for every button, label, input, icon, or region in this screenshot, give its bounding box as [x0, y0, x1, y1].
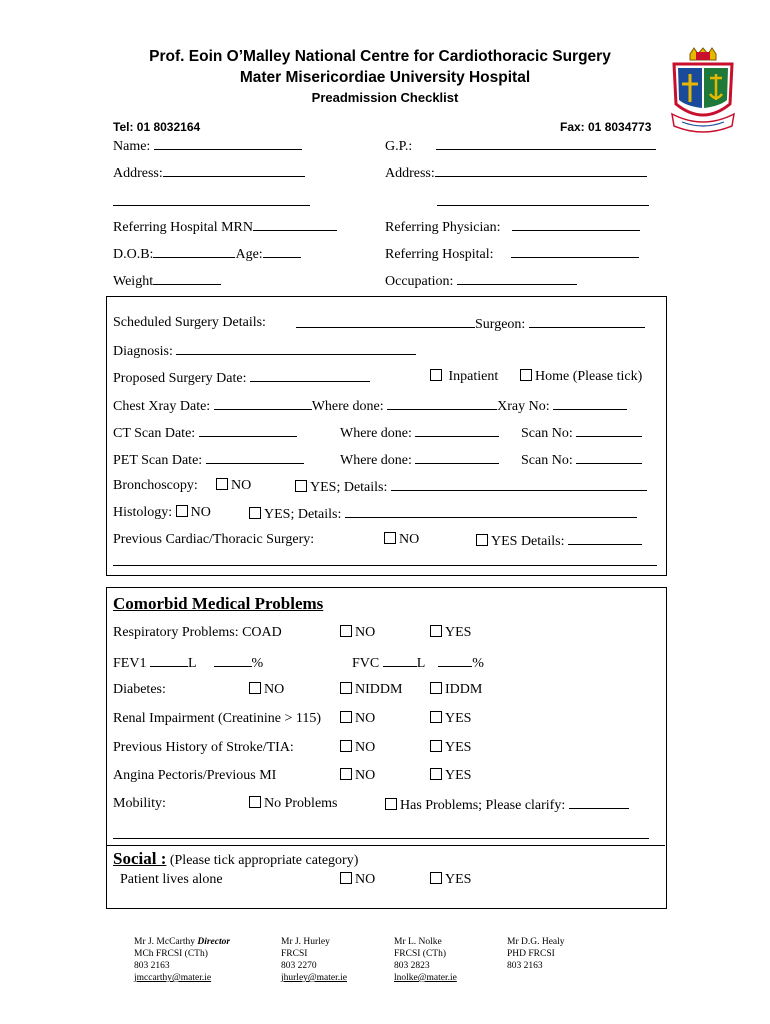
comorbid-heading: Comorbid Medical Problems [113, 594, 324, 613]
has-problems-field[interactable]: Has Problems; Please clarify: [385, 796, 629, 814]
lives-alone-no-checkbox[interactable]: NO [340, 872, 375, 888]
angina-label: Angina Pectoris/Previous MI [113, 768, 277, 783]
referring-mrn-field[interactable]: Referring Hospital MRN [113, 218, 337, 236]
niddm-checkbox[interactable]: NIDDM [340, 682, 402, 698]
prev-surgery-label: Previous Cardiac/Thoracic Surgery: [113, 532, 315, 547]
footer-healy: Mr D.G. Healy PHD FRCSI 803 2163 [507, 937, 565, 971]
dob-field[interactable]: D.O.B: Age: [113, 245, 301, 263]
scheduled-surgery-field[interactable]: Surgeon: [296, 315, 645, 333]
hospital-title: Prof. Eoin O’Malley National Centre for Cardiothoracic Surgery [149, 48, 611, 65]
stroke-no-checkbox[interactable]: NO [340, 740, 375, 756]
mobility-label: Mobility: [113, 796, 166, 811]
fev1-field[interactable]: FEV1 L % [113, 656, 264, 671]
prev-surgery-yes-field[interactable]: YES Details: [476, 532, 642, 550]
email-link[interactable]: lnolke@mater.ie [394, 973, 457, 983]
renal-no-checkbox[interactable]: NO [340, 711, 375, 727]
ct-scan-no-field[interactable]: Scan No: [521, 424, 642, 442]
stroke-yes-checkbox[interactable]: YES [430, 740, 471, 756]
respiratory-label: Respiratory Problems: COAD [113, 625, 282, 640]
occupation-field[interactable]: Occupation: [385, 272, 577, 290]
respiratory-yes-checkbox[interactable]: YES [430, 625, 471, 641]
address-left-line2[interactable] [113, 205, 310, 206]
footer-mccarthy: Mr J. McCarthy Director MCh FRCSI (CTh) 803 2163 jmccarthy@mater.ie [134, 937, 231, 983]
pet-scan-no-field[interactable]: Scan No: [521, 451, 642, 469]
telephone: Tel: 01 8032164 [113, 120, 201, 134]
address-right-line2[interactable] [437, 205, 649, 206]
pet-scan-field[interactable]: PET Scan Date: [113, 451, 304, 469]
name-field[interactable]: Name: [113, 137, 302, 155]
email-link[interactable]: jhurley@mater.ie [281, 973, 347, 983]
angina-no-checkbox[interactable]: NO [340, 768, 375, 784]
address-right-field[interactable]: Address: [385, 164, 647, 182]
no-problems-checkbox[interactable]: No Problems [249, 796, 338, 812]
diabetes-label: Diabetes: [113, 682, 166, 697]
referring-physician-field[interactable]: Referring Physician: [385, 218, 640, 236]
renal-label: Renal Impairment (Creatinine > 115) [113, 711, 321, 726]
footer-nolke: Mr L. Nolke FRCSI (CTh) 803 2823 lnolke@mater.ie [394, 937, 457, 983]
ct-scan-field[interactable]: CT Scan Date: [113, 424, 297, 442]
proposed-date-field[interactable]: Proposed Surgery Date: [113, 369, 370, 387]
lives-alone-label: Patient lives alone [120, 872, 223, 887]
hospital-subtitle: Mater Misericordiae University Hospital [239, 69, 531, 86]
bronchoscopy-yes-field[interactable]: YES; Details: [295, 478, 647, 496]
weight-field[interactable]: Weight [113, 272, 221, 290]
respiratory-no-checkbox[interactable]: NO [340, 625, 375, 641]
scheduled-surgery-label: Scheduled Surgery Details: [113, 315, 266, 330]
ct-where-done-field[interactable]: Where done: [340, 424, 499, 442]
gp-field[interactable]: G.P.: [385, 137, 656, 155]
prev-surgery-details-line[interactable] [113, 565, 657, 566]
inpatient-checkbox[interactable]: Inpatient [430, 369, 498, 385]
diabetes-no-checkbox[interactable]: NO [249, 682, 284, 698]
chest-xray-field[interactable]: Chest Xray Date: Where done: Xray No: [113, 397, 627, 415]
fax: Fax: 01 8034773 [560, 120, 652, 134]
pet-where-done-field[interactable]: Where done: [340, 451, 499, 469]
diagnosis-field[interactable]: Diagnosis: [113, 342, 416, 360]
histology-yes-field[interactable]: YES; Details: [249, 505, 637, 523]
mobility-details-line[interactable] [113, 838, 649, 839]
footer-hurley: Mr J. Hurley FRCSI 803 2270 jhurley@mater.ie [281, 937, 347, 983]
social-divider [106, 845, 665, 846]
bronchoscopy-no-checkbox[interactable]: NO [216, 478, 251, 494]
histology-field[interactable]: Histology: NO [113, 505, 211, 520]
address-left-field[interactable]: Address: [113, 164, 305, 182]
fvc-field[interactable]: FVC L % [352, 656, 484, 671]
prev-surgery-no-checkbox[interactable]: NO [384, 532, 419, 548]
hospital-crest-logo [668, 46, 738, 138]
social-heading-row: Social : (Please tick appropriate category) [113, 849, 359, 868]
renal-yes-checkbox[interactable]: YES [430, 711, 471, 727]
home-checkbox[interactable]: Home (Please tick) [520, 369, 642, 385]
email-link[interactable]: jmccarthy@mater.ie [134, 973, 212, 983]
iddm-checkbox[interactable]: IDDM [430, 682, 482, 698]
bronchoscopy-label: Bronchoscopy: [113, 478, 198, 493]
lives-alone-yes-checkbox[interactable]: YES [430, 872, 471, 888]
form-title: Preadmission Checklist [311, 90, 459, 105]
referring-hospital-field[interactable]: Referring Hospital: [385, 245, 639, 263]
stroke-label: Previous History of Stroke/TIA: [113, 740, 294, 755]
angina-yes-checkbox[interactable]: YES [430, 768, 471, 784]
